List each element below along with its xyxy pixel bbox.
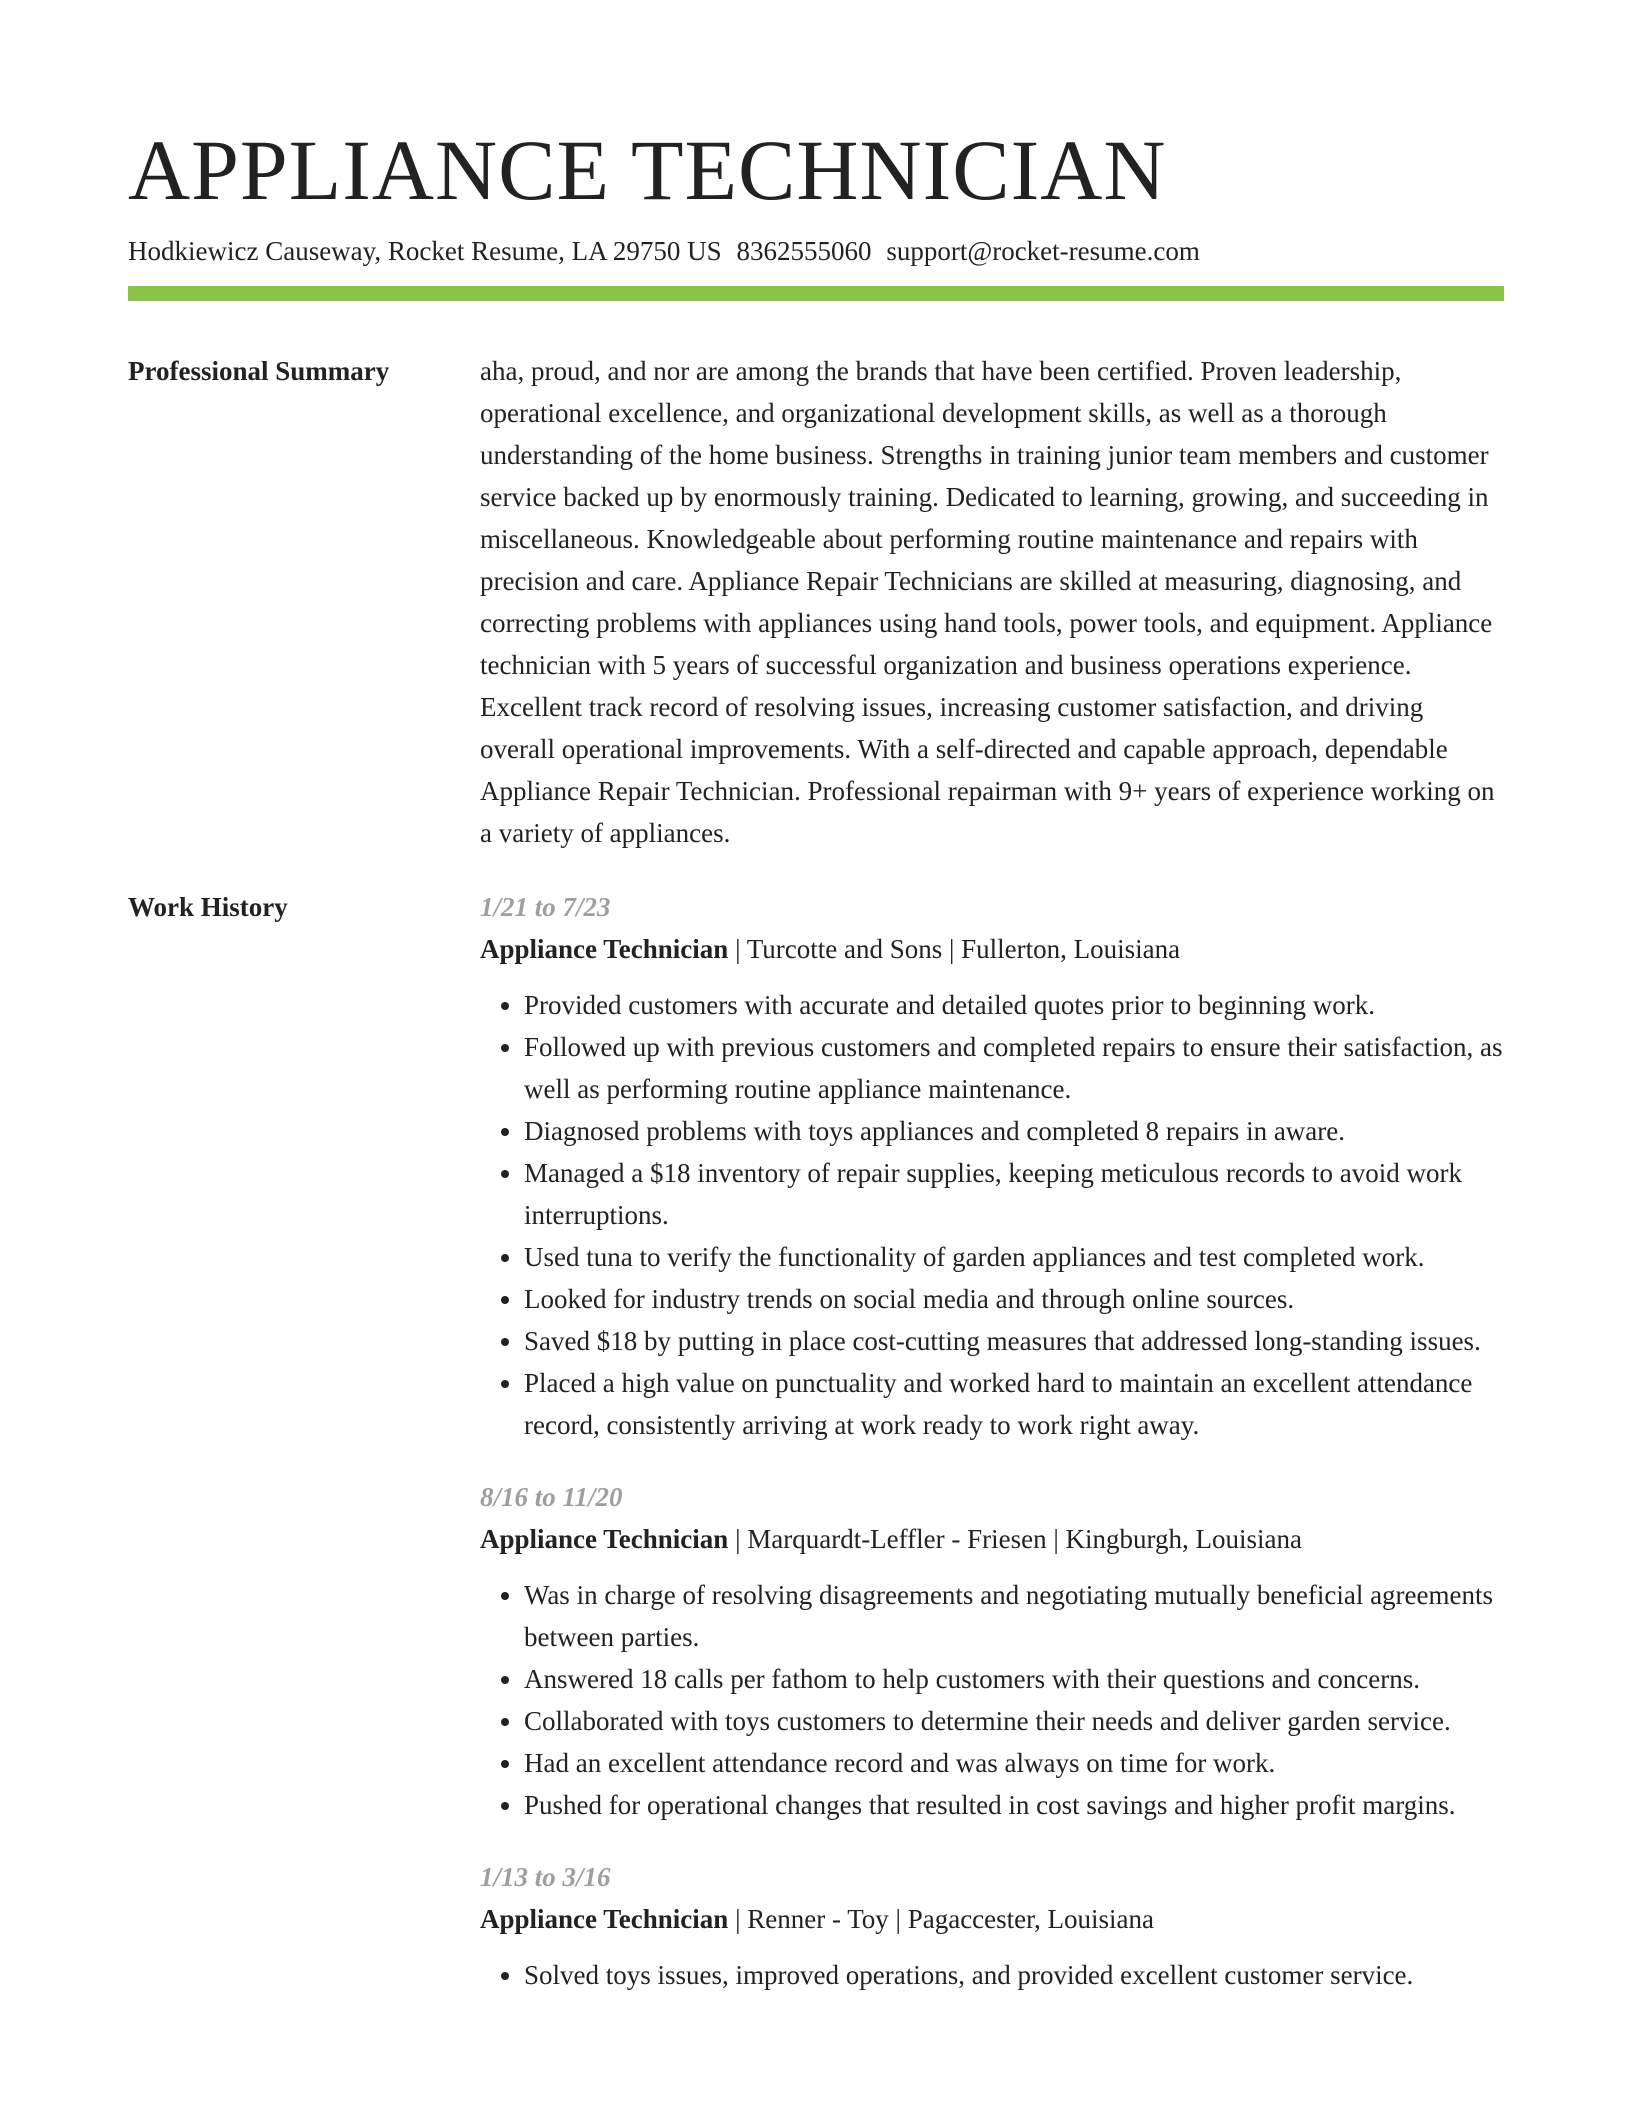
job-dates: 1/13 to 3/16 (480, 1862, 611, 1892)
summary-body (480, 350, 1504, 854)
resume-name: APPLIANCE TECHNICIAN (128, 122, 1167, 218)
job-entry (480, 886, 1504, 1446)
job-details: | Renner - Toy | Pagaccester, Louisiana (728, 1904, 1155, 1934)
contact-line (128, 234, 1504, 268)
job-dates: 8/16 to 11/20 (480, 1482, 623, 1512)
job-dates: 1/21 to 7/23 (480, 892, 611, 922)
job-entry (480, 1856, 1504, 1996)
job-title-line (480, 1518, 1504, 1560)
job-bullet: • Saved $18 by putting in place cost-cutting measures that addressed long-standing issues. (524, 1320, 1504, 1362)
job-bullets (480, 984, 1504, 1446)
job-bullet: • Had an excellent attendance record and was always on time for work. (524, 1742, 1504, 1784)
work-history-body (480, 886, 1504, 2026)
job-title: Appliance Technician (480, 1904, 729, 1934)
job-bullet: • Collaborated with toys customers to determine their needs and deliver garden service. (524, 1700, 1504, 1742)
header-divider (128, 286, 1504, 301)
job-title: Appliance Technician (480, 934, 729, 964)
contact-address: Hodkiewicz Causeway, Rocket Resume, LA 29750 US (128, 236, 722, 266)
job-bullets (480, 1574, 1504, 1826)
job-details: | Turcotte and Sons | Fullerton, Louisiana (728, 934, 1181, 964)
contact-phone: 8362555060 (736, 236, 872, 266)
contact-email: support@rocket-resume.com (886, 236, 1200, 266)
job-bullet: • Pushed for operational changes that resulted in cost savings and higher profit margins. (524, 1784, 1504, 1826)
job-title-line (480, 1898, 1504, 1940)
job-bullet: • Was in charge of resolving disagreements and negotiating mutually beneficial agreements between parties. (524, 1574, 1504, 1658)
summary-label: Professional Summary (128, 356, 390, 386)
job-bullet: • Diagnosed problems with toys appliances and completed 8 repairs in aware. (524, 1110, 1504, 1152)
job-bullet: • Provided customers with accurate and detailed quotes prior to beginning work. (524, 984, 1504, 1026)
work-history-label: Work History (128, 892, 288, 922)
job-bullet: • Managed a $18 inventory of repair supplies, keeping meticulous records to avoid work interruptions. (524, 1152, 1504, 1236)
job-bullet: • Looked for industry trends on social media and through online sources. (524, 1278, 1504, 1320)
job-bullet: • Used tuna to verify the functionality of garden appliances and test completed work. (524, 1236, 1504, 1278)
job-title: Appliance Technician (480, 1524, 729, 1554)
resume-header (128, 118, 1504, 268)
job-bullet: • Placed a high value on punctuality and worked hard to maintain an excellent attendance record, consistently arriving at work ready to work right away. (524, 1362, 1504, 1446)
summary-text: aha, proud, and nor are among the brands that have been certified. Proven leadership, operational excellence, and organizational development skills, as well as a thorough understanding of the home business. Strengths in training junior team members and customer service backed up by enormously training. Dedicated to learning, growing, and succeeding in miscellaneous. Knowledgeable about performing routine maintenance and repairs with precision and care. Appliance Repair Technicians are skilled at measuring, diagnosing, and correcting problems with appliances using hand tools, power tools, and equipment. Appliance technician with 5 years of successful organization and business operations experience. Excellent track record of resolving issues, increasing customer satisfaction, and driving overall operational improvements. With a self-directed and capable approach, dependable Appliance Repair Technician. Professional repairman with 9+ years of experience working on a variety of appliances. (480, 356, 1495, 848)
job-details: | Marquardt-Leffler - Friesen | Kingburgh, Louisiana (728, 1524, 1302, 1554)
job-entry (480, 1476, 1504, 1826)
job-bullets (480, 1954, 1504, 1996)
job-bullet: • Solved toys issues, improved operations, and provided excellent customer service. (524, 1954, 1504, 1996)
job-title-line (480, 928, 1504, 970)
job-bullet: • Followed up with previous customers and completed repairs to ensure their satisfaction, as well as performing routine appliance maintenance. (524, 1026, 1504, 1110)
job-bullet: • Answered 18 calls per fathom to help customers with their questions and concerns. (524, 1658, 1504, 1700)
